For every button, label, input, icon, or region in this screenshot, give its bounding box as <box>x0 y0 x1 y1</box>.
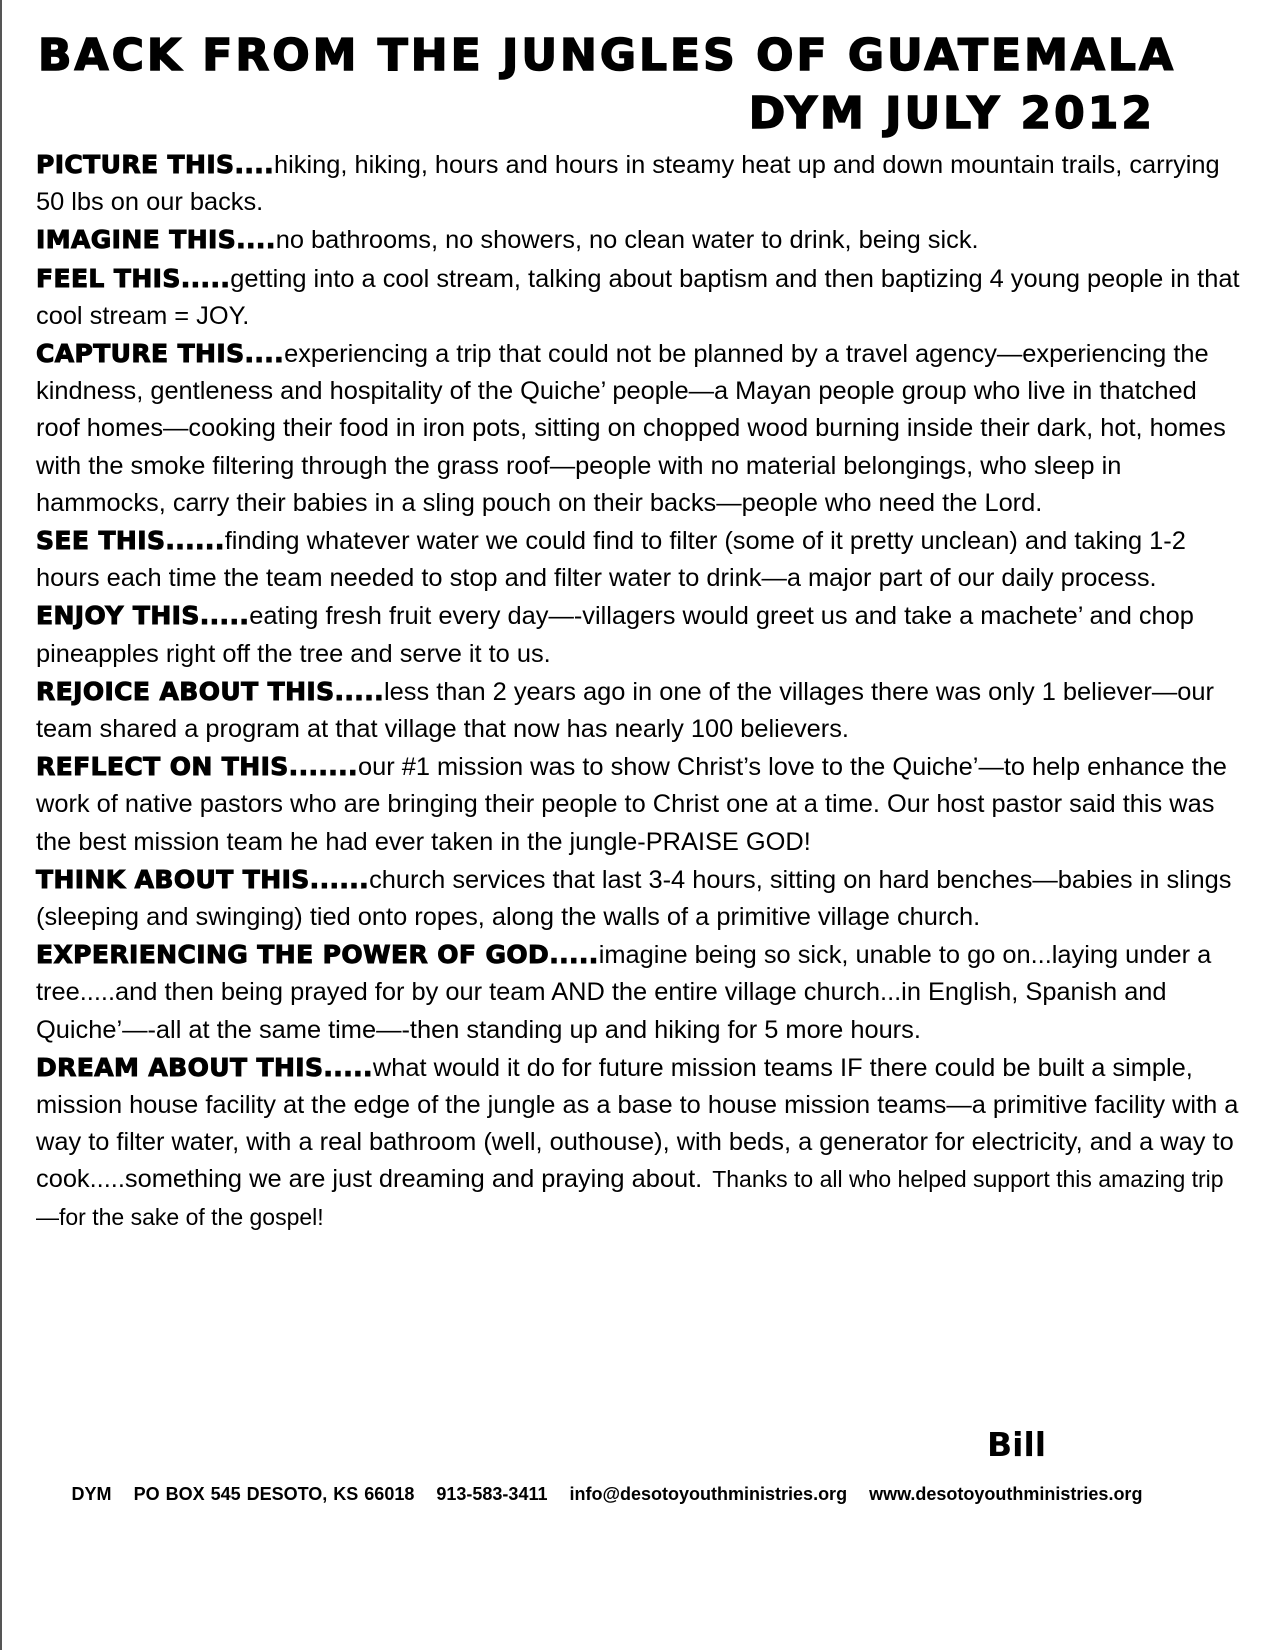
section-dream <box>36 1049 1241 1236</box>
section-reflect <box>36 748 1241 861</box>
section-think <box>36 861 1241 936</box>
footer-website: www.desotoyouthministries.org <box>869 1484 1143 1504</box>
section-lead: DREAM ABOUT THIS..... <box>36 1052 373 1082</box>
newsletter-body <box>36 146 1241 1236</box>
section-text: what would it do for future mission teams IF there could be built a simple, mission house facility at the edge of the jungle as a base to house mission teams—a primitive facility with a way to filter water, with a real bathroom (well, outhouse), with beds, a generator for electricity, and a way to cook.....something we are just dreaming and praying about. <box>36 1053 1239 1194</box>
section-lead: ENJOY THIS..... <box>36 601 250 631</box>
page-subtitle: DYM JULY 2012 <box>748 88 1155 139</box>
section-capture <box>36 335 1241 522</box>
footer-email: info@desotoyouthministries.org <box>569 1484 848 1504</box>
section-lead: REJOICE ABOUT THIS..... <box>36 676 384 706</box>
section-rejoice <box>36 673 1241 748</box>
signature: Bill <box>987 1425 1047 1464</box>
section-text: less than 2 years ago in one of the villages there was only 1 believer—our team shared a program at that village that now has nearly 100 believers. <box>36 677 1214 744</box>
section-text: imagine being so sick, unable to go on...laying under a tree.....and then being prayed for by our team AND the entire village church...in English, Spanish and Quiche’—-all at the same time—-then standing up and hiking for 5 more hours. <box>36 941 1212 1044</box>
footer-org: DYM <box>71 1484 112 1504</box>
section-lead: FEEL THIS..... <box>36 263 231 293</box>
section-enjoy <box>36 597 1241 672</box>
section-text: eating fresh fruit every day—-villagers would greet us and take a machete’ and chop pineapples right off the tree and serve it to us. <box>36 602 1194 668</box>
section-imagine <box>36 221 1241 259</box>
section-lead: SEE THIS...... <box>36 526 225 556</box>
section-feel <box>36 260 1241 335</box>
section-text: finding whatever water we could find to filter (some of it pretty unclean) and taking 1-2 hours each time the team needed to stop and filter water to drink—a major part of our daily process. <box>36 527 1186 593</box>
section-text: no bathrooms, no showers, no clean water to drink, being sick. <box>275 226 979 255</box>
section-picture <box>36 146 1241 221</box>
section-lead: IMAGINE THIS.... <box>36 225 276 255</box>
thanks-note: Thanks to all who helped support this amazing trip—for the sake of the gospel! <box>36 1166 1224 1230</box>
footer-phone: 913-583-3411 <box>436 1484 548 1504</box>
section-lead: THINK ABOUT THIS...... <box>36 864 370 894</box>
section-lead: REFLECT ON THIS....... <box>36 752 358 782</box>
section-power <box>36 936 1241 1049</box>
section-text: hiking, hiking, hours and hours in steamy heat up and down mountain trails, carrying 50 lbs on our backs. <box>36 151 1220 217</box>
section-text: experiencing a trip that could not be planned by a travel agency—experiencing the kindness, gentleness and hospitality of the Quiche’ people—a Mayan people group who live in thatched roof homes—cooking their food in iron pots, sitting on chopped wood burning inside their dark, hot, homes with the smoke filtering through the grass roof—people with no material belongings, who sleep in hammocks, carry their babies in a sling pouch on their backs—people who need the Lord. <box>36 340 1226 517</box>
section-text: church services that last 3-4 hours, sitting on hard benches—babies in slings (sleeping and swinging) tied onto ropes, along the walls of a primitive village church. <box>36 865 1232 932</box>
footer-address: PO BOX 545 DESOTO, KS 66018 <box>133 1484 415 1504</box>
section-lead: CAPTURE THIS.... <box>36 339 285 369</box>
page-title: BACK FROM THE JUNGLES OF GUATEMALA <box>38 30 1176 81</box>
section-lead: EXPERIENCING THE POWER OF GOD..... <box>36 940 599 970</box>
section-see <box>36 522 1241 597</box>
section-text: our #1 mission was to show Christ’s love to the Quiche’—to help enhance the work of native pastors who are bringing their people to Christ one at a time. Our host pastor said this was the best mission team he had ever taken in the jungle-PRAISE GOD! <box>36 753 1227 856</box>
section-lead: PICTURE THIS.... <box>36 150 275 179</box>
footer-contact <box>2 1484 1212 1505</box>
section-text: getting into a cool stream, talking about baptism and then baptizing 4 young people in that cool stream = JOY. <box>36 264 1240 330</box>
